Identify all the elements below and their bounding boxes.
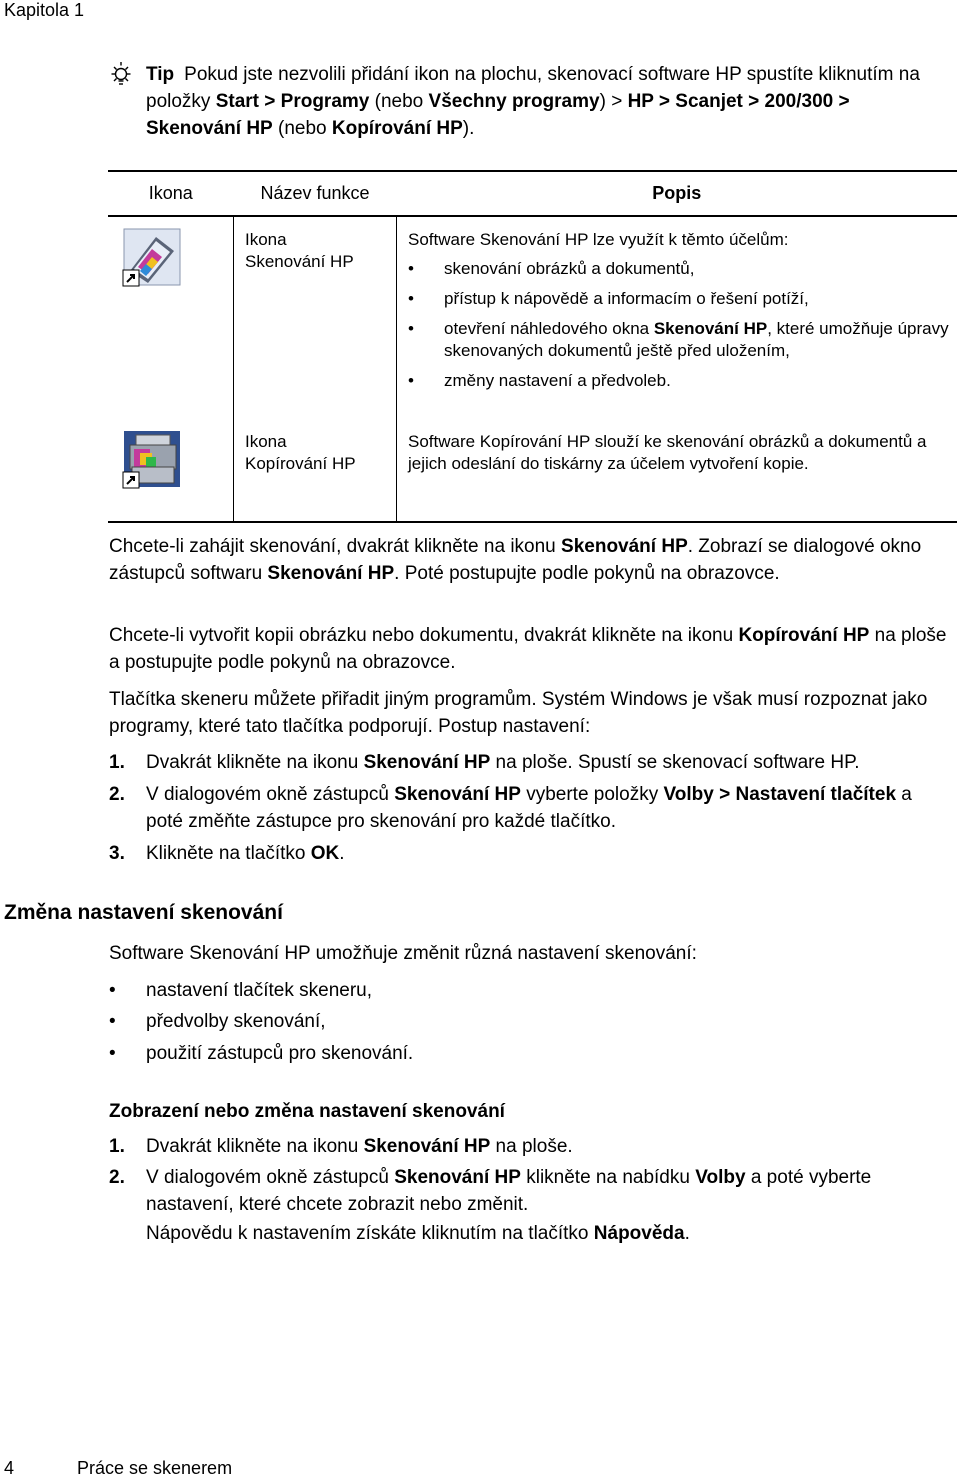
- bold-term: Skenování HP: [561, 536, 688, 557]
- name-line-1: Ikona: [245, 230, 287, 249]
- text: V dialogovém okně zástupců: [146, 784, 395, 805]
- text: (nebo: [272, 118, 332, 139]
- feature-table: [108, 170, 957, 523]
- step: [109, 749, 959, 776]
- menu-path: Všechny programy: [428, 91, 600, 112]
- text: předvolby skenování,: [146, 1011, 326, 1032]
- list-item: • přístup k nápovědě a informacím o řešení potíží,: [408, 288, 949, 310]
- bold-term: OK: [310, 843, 340, 864]
- desc-intro: Software Skenování HP lze využít k těmto účelům:: [408, 230, 789, 249]
- bold-term: Skenování HP: [653, 319, 768, 338]
- bullet: •: [109, 1043, 116, 1064]
- name-cell: [234, 216, 397, 419]
- list-item: [408, 318, 949, 362]
- text: otevření náhledového okna: [444, 319, 654, 338]
- col-header-icon: Ikona: [108, 171, 234, 216]
- step-number: 1.: [109, 1136, 125, 1157]
- desc-text: Software Kopírování HP slouží ke skenování obrázků a dokumentů a jejich odeslání do tiskárny za účelem vytvoření kopie.: [408, 432, 927, 473]
- step: [109, 840, 959, 867]
- name-cell: [234, 419, 397, 522]
- table-row: [108, 216, 957, 419]
- text: Nápovědu k nastavením získáte kliknutím na tlačítko: [146, 1223, 594, 1244]
- text: . Zobrazí se dialogové okno zástupců softwaru: [109, 536, 922, 584]
- step-number: 1.: [109, 752, 125, 773]
- text: Dvakrát klikněte na ikonu: [146, 752, 364, 773]
- text: vyberte položky: [520, 784, 664, 805]
- bold-term: Skenování HP: [267, 563, 395, 584]
- text: .: [684, 1223, 690, 1244]
- bold-term: Volby: [695, 1167, 746, 1188]
- bold-term: Volby > Nastavení tlačítek: [663, 784, 897, 805]
- list-item: [109, 1008, 326, 1035]
- paragraph: [109, 622, 954, 676]
- function-name: Kopírování HP: [245, 454, 356, 473]
- text: Dvakrát klikněte na ikonu: [146, 1136, 364, 1157]
- section-intro: Software Skenování HP umožňuje změnit různá nastavení skenování:: [109, 943, 697, 964]
- text: na ploše.: [490, 1136, 573, 1157]
- text: na ploše a postupujte podle pokynů na obrazovce.: [109, 625, 947, 673]
- subsection-heading: Zobrazení nebo změna nastavení skenování: [109, 1101, 505, 1122]
- text: Klikněte na tlačítko: [146, 843, 311, 864]
- icon-cell: [108, 216, 234, 419]
- step-note: [146, 1220, 929, 1247]
- tip-text: [146, 61, 946, 142]
- desc-list: [408, 258, 949, 392]
- text: na ploše. Spustí se skenovací software HP.: [490, 752, 860, 773]
- step-number: 3.: [109, 843, 125, 864]
- paragraph: [109, 533, 954, 587]
- page-number: 4: [4, 1458, 15, 1478]
- text: .: [339, 843, 345, 864]
- text: , které umožňuje úpravy skenovaných dokumentů ještě před uložením,: [444, 319, 949, 360]
- table-row: [108, 419, 957, 522]
- bold-term: Skenování HP: [363, 1136, 491, 1157]
- bold-term: Kopírování HP: [738, 625, 870, 646]
- list-item: [109, 1040, 413, 1067]
- text: (nebo: [369, 91, 429, 112]
- text: V dialogovém okně zástupců: [146, 1167, 395, 1188]
- bullet: •: [109, 980, 116, 1001]
- lightbulb-icon: [108, 60, 134, 90]
- text: a poté změňte zástupce pro skenování pro každé tlačítko.: [146, 784, 912, 832]
- bold-term: Nápověda: [593, 1223, 685, 1244]
- list-item: [109, 977, 372, 1004]
- step-number: 2.: [109, 1167, 125, 1188]
- step-number: 2.: [109, 784, 125, 805]
- function-name: Skenování HP: [245, 252, 354, 271]
- menu-path: HP > Scanjet > 200/300 > Skenování HP: [146, 91, 850, 139]
- icon-cell: [108, 419, 234, 522]
- chapter-label: Kapitola 1: [4, 0, 85, 20]
- menu-path: Kopírování HP: [331, 118, 463, 139]
- section-heading: Změna nastavení skenování: [4, 901, 283, 924]
- bold-term: Skenování HP: [394, 784, 521, 805]
- text: ) >: [599, 91, 628, 112]
- text: použití zástupců pro skenování.: [146, 1043, 414, 1064]
- step: [109, 781, 929, 835]
- desc-cell: [397, 419, 958, 522]
- text: ).: [462, 118, 475, 139]
- footer-title: Práce se skenerem: [77, 1458, 233, 1478]
- list-item: • skenování obrázků a dokumentů,: [408, 258, 949, 280]
- col-header-name: Název funkce: [234, 171, 397, 216]
- copier-printer-icon: [122, 429, 182, 491]
- text: . Poté postupujte podle pokynů na obrazovce.: [394, 563, 780, 584]
- text: a poté vyberte nastavení, které chcete zobrazit nebo změnit.: [146, 1167, 872, 1215]
- bold-term: Skenování HP: [363, 752, 491, 773]
- bold-term: Skenování HP: [394, 1167, 521, 1188]
- list-item: • změny nastavení a předvoleb.: [408, 370, 949, 392]
- text: Chcete-li vytvořit kopii obrázku nebo dokumentu, dvakrát klikněte na ikonu: [109, 625, 739, 646]
- col-header-desc: Popis: [397, 171, 958, 216]
- step: [109, 1133, 959, 1160]
- scanner-icon: [122, 227, 182, 289]
- text: klikněte na nabídku: [520, 1167, 696, 1188]
- text: Chcete-li zahájit skenování, dvakrát klikněte na ikonu: [109, 536, 562, 557]
- menu-path: Start > Programy: [215, 91, 370, 112]
- bullet: •: [109, 1011, 116, 1032]
- step: [109, 1164, 929, 1247]
- desc-cell: [397, 216, 958, 419]
- text: nastavení tlačítek skeneru,: [146, 980, 373, 1001]
- tip-label: Tip: [146, 64, 175, 85]
- text: Pokud jste nezvolili přidání ikon na plochu, skenovací software HP spustíte kliknutím na položky: [146, 64, 920, 112]
- paragraph: Tlačítka skeneru můžete přiřadit jiným programům. Systém Windows je však musí rozpoznat jako programy, které tato tlačítka podporují. Postup nastavení:: [109, 689, 928, 737]
- name-line-1: Ikona: [245, 432, 287, 451]
